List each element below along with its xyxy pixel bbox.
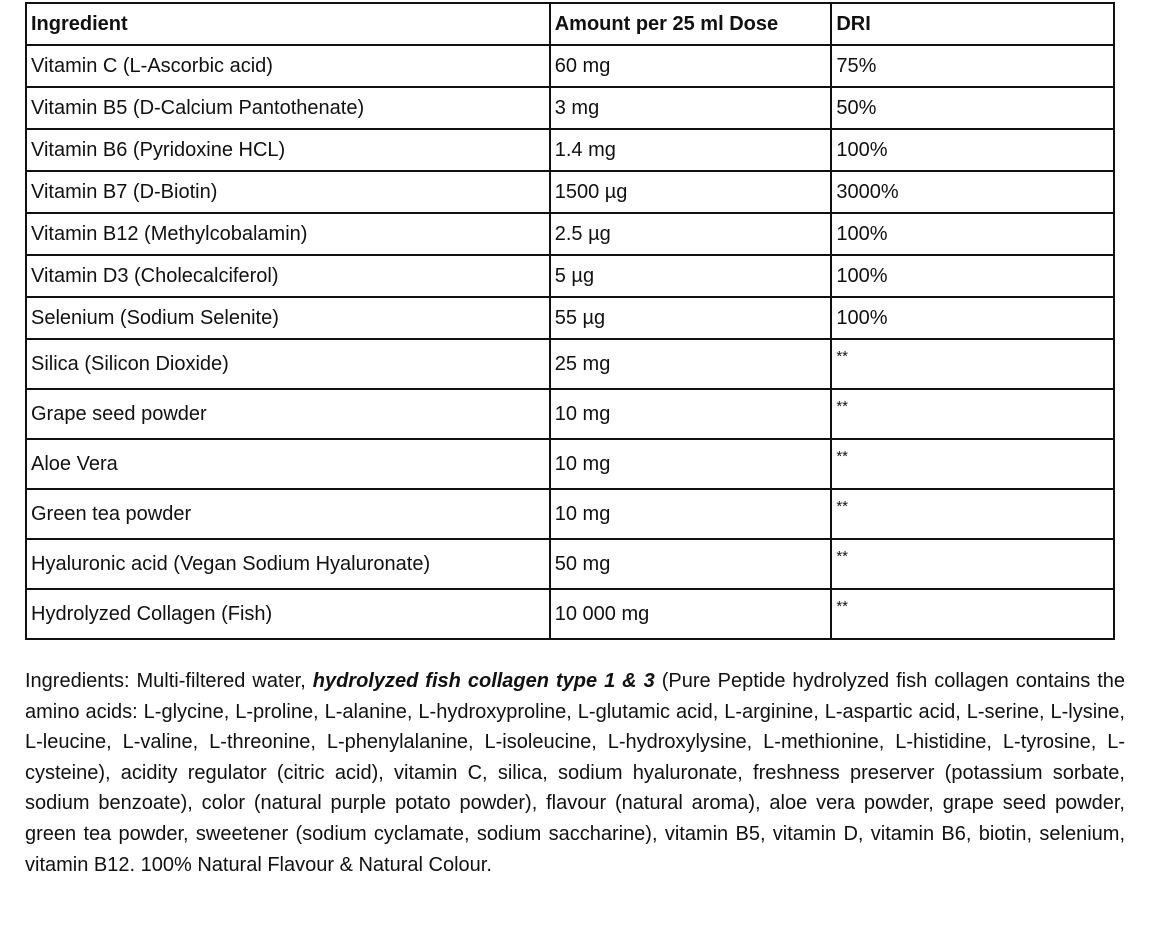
dri-cell: 3000%	[831, 171, 1114, 213]
ingredient-cell: Vitamin B5 (D-Calcium Pantothenate)	[26, 87, 550, 129]
dri-cell: **	[831, 439, 1114, 489]
ingredient-cell: Green tea powder	[26, 489, 550, 539]
dri-cell: **	[831, 339, 1114, 389]
ingredients-suffix: (Pure Peptide hydrolyzed fish collagen contains the amino acids: L-glycine, L-proline, L-alanine, L-hydroxyproline, L-glutamic acid, L-arginine, L-aspartic acid, L-serine, L-lysine, L-leucine, L-valine, L-threonine, L-phenylalanine, L-isoleucine, L-hydroxylysine, L-methionine, L-histidine, L-tyrosine, L-cysteine), acidity regulator (citric acid), vitamin C, silica, sodium hyaluronate, freshness preserver (potassium sorbate, sodium benzoate), color (natural purple potato powder), flavour (natural aroma), aloe vera powder, grape seed powder, green tea powder, sweetener (sodium cyclamate, sodium saccharine), vitamin B5, vitamin D, vitamin B6, biotin, selenium, vitamin B12. 100% Natural Flavour & Natural Colour.	[25, 670, 1125, 876]
table-header-row	[26, 3, 1114, 45]
dri-cell: 100%	[831, 255, 1114, 297]
table-row	[26, 339, 1114, 389]
dri-cell: 100%	[831, 213, 1114, 255]
table-row	[26, 129, 1114, 171]
table-row	[26, 389, 1114, 439]
table-row	[26, 297, 1114, 339]
amount-cell: 55 µg	[550, 297, 832, 339]
ingredients-paragraph	[25, 666, 1125, 880]
ingredient-cell: Silica (Silicon Dioxide)	[26, 339, 550, 389]
amount-cell: 1500 µg	[550, 171, 832, 213]
dri-cell: 50%	[831, 87, 1114, 129]
table-row	[26, 439, 1114, 489]
table-body	[26, 45, 1114, 639]
ingredient-cell: Grape seed powder	[26, 389, 550, 439]
dri-cell: 100%	[831, 129, 1114, 171]
amount-cell: 10 000 mg	[550, 589, 832, 639]
ingredient-cell: Vitamin C (L-Ascorbic acid)	[26, 45, 550, 87]
ingredients-table	[25, 2, 1115, 640]
table-row	[26, 589, 1114, 639]
ingredient-cell: Aloe Vera	[26, 439, 550, 489]
ingredient-cell: Selenium (Sodium Selenite)	[26, 297, 550, 339]
amount-cell: 60 mg	[550, 45, 832, 87]
dri-cell: **	[831, 589, 1114, 639]
ingredients-emphasis: hydrolyzed fish collagen type 1 & 3	[312, 670, 655, 692]
header-dri: DRI	[831, 3, 1114, 45]
ingredient-cell: Hydrolyzed Collagen (Fish)	[26, 589, 550, 639]
amount-cell: 50 mg	[550, 539, 832, 589]
amount-cell: 10 mg	[550, 389, 832, 439]
amount-cell: 2.5 µg	[550, 213, 832, 255]
ingredient-cell: Vitamin B12 (Methylcobalamin)	[26, 213, 550, 255]
amount-cell: 10 mg	[550, 489, 832, 539]
header-ingredient: Ingredient	[26, 3, 550, 45]
dri-cell: 100%	[831, 297, 1114, 339]
table-row	[26, 255, 1114, 297]
ingredients-prefix: Ingredients: Multi-filtered water,	[25, 670, 313, 692]
table-row	[26, 171, 1114, 213]
amount-cell: 3 mg	[550, 87, 832, 129]
dri-cell: **	[831, 489, 1114, 539]
ingredient-cell: Vitamin D3 (Cholecalciferol)	[26, 255, 550, 297]
ingredient-cell: Vitamin B7 (D-Biotin)	[26, 171, 550, 213]
dri-cell: **	[831, 539, 1114, 589]
amount-cell: 1.4 mg	[550, 129, 832, 171]
ingredient-cell: Hyaluronic acid (Vegan Sodium Hyaluronate)	[26, 539, 550, 589]
table-row	[26, 45, 1114, 87]
dri-cell: **	[831, 389, 1114, 439]
dri-cell: 75%	[831, 45, 1114, 87]
table-row	[26, 213, 1114, 255]
amount-cell: 25 mg	[550, 339, 832, 389]
table-row	[26, 539, 1114, 589]
ingredient-cell: Vitamin B6 (Pyridoxine HCL)	[26, 129, 550, 171]
table-row	[26, 87, 1114, 129]
amount-cell: 10 mg	[550, 439, 832, 489]
amount-cell: 5 µg	[550, 255, 832, 297]
header-amount: Amount per 25 ml Dose	[550, 3, 832, 45]
table-row	[26, 489, 1114, 539]
